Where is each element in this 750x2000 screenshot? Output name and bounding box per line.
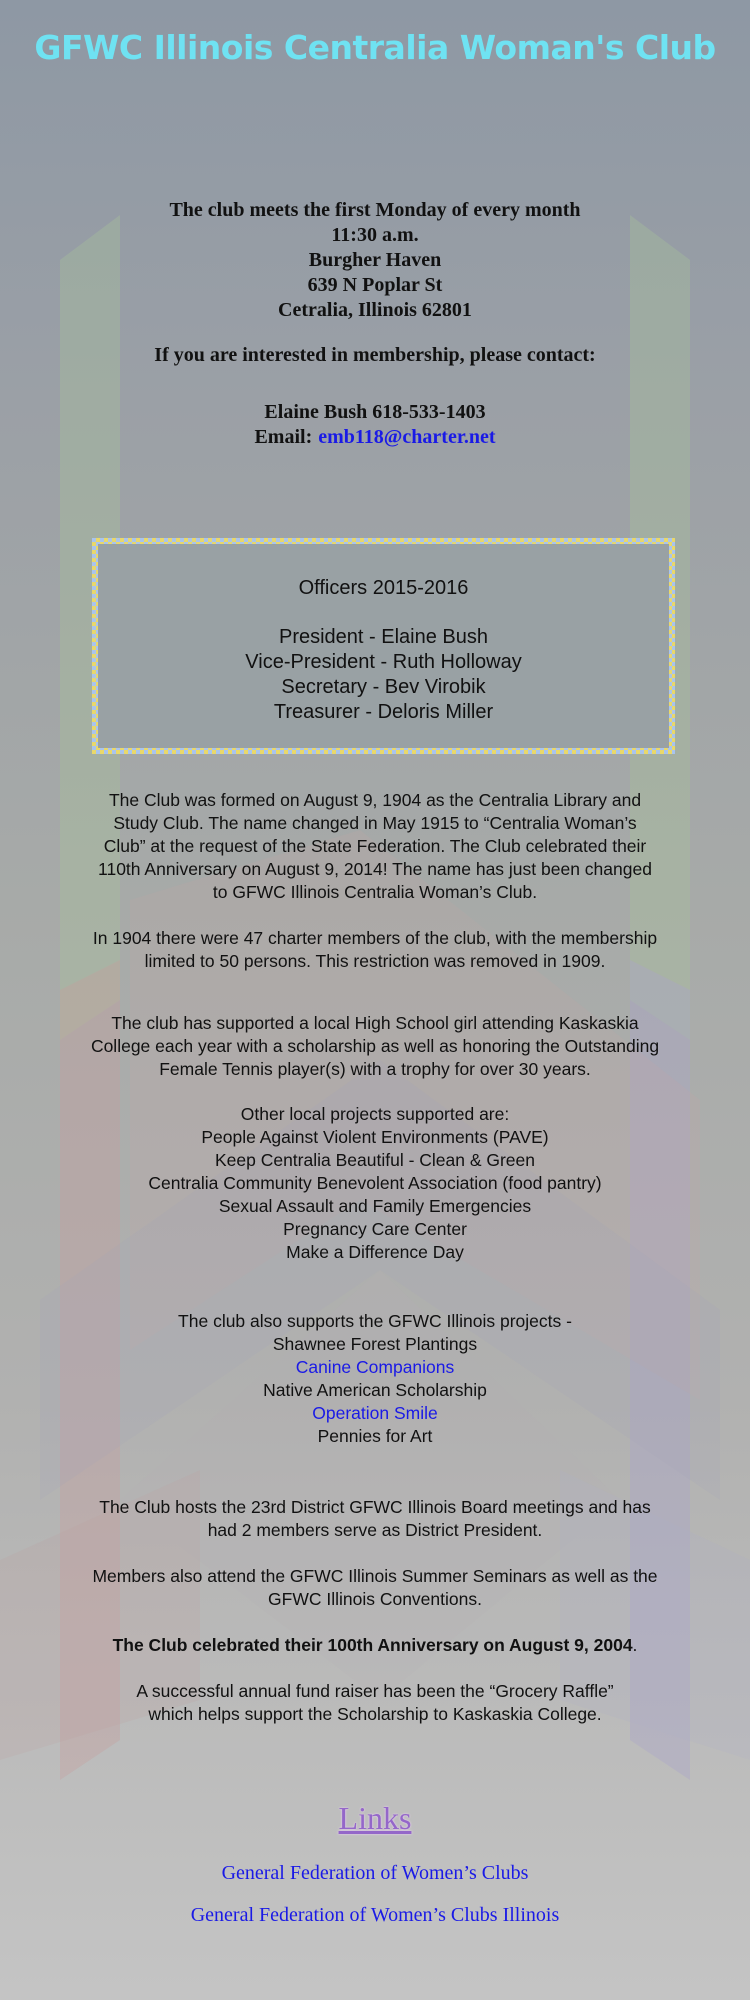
anniversary-line xyxy=(0,1634,750,1657)
charter-line: In 1904 there were 47 charter members of the club, with the membership xyxy=(92,928,658,948)
contact-name-phone: Elaine Bush 618-533-1403 xyxy=(264,401,486,423)
local-project-item: Sexual Assault and Family Emergencies xyxy=(218,1196,532,1216)
history-line: Study Club. The name changed in May 1915 to “Centralia Woman’s xyxy=(113,813,637,833)
officer-president: President - Elaine Bush xyxy=(278,626,488,648)
meeting-venue: Burgher Haven xyxy=(308,249,442,271)
meeting-city: Cetralia, Illinois 62801 xyxy=(278,299,472,321)
local-project-item: Make a Difference Day xyxy=(286,1242,464,1262)
operation-smile-link[interactable]: Operation Smile xyxy=(312,1403,438,1423)
history-paragraph xyxy=(0,789,750,904)
district-line: The Club hosts the 23rd District GFWC Illinois Board meetings and has xyxy=(99,1497,651,1517)
seminars-paragraph xyxy=(0,1565,750,1611)
email-link[interactable]: emb118@charter.net xyxy=(318,426,496,448)
scholarship-line: Female Tennis player(s) with a trophy for over 30 years. xyxy=(159,1059,591,1079)
local-project-item: Keep Centralia Beautiful - Clean & Green xyxy=(214,1150,536,1170)
state-projects xyxy=(0,1310,750,1448)
anniversary-paragraph xyxy=(0,1634,750,1657)
local-projects-heading: Other local projects supported are: xyxy=(240,1104,510,1124)
district-line: had 2 members serve as District President. xyxy=(207,1520,543,1540)
fundraiser-paragraph xyxy=(0,1680,750,1726)
charter-paragraph xyxy=(0,927,750,973)
state-project-item: Native American Scholarship xyxy=(263,1380,487,1400)
history-line: 110th Anniversary on August 9, 2014! The name has just been changed xyxy=(98,859,652,879)
fundraiser-line: A successful annual fund raiser has been the “Grocery Raffle” xyxy=(136,1681,614,1701)
scholarship-paragraph xyxy=(0,1012,750,1081)
history-line: The Club was formed on August 9, 1904 as the Centralia Library and xyxy=(108,790,642,810)
scholarship-line: The club has supported a local High School girl attending Kaskaskia xyxy=(111,1013,639,1033)
state-project-item: Pennies for Art xyxy=(317,1426,433,1446)
meeting-street: 639 N Poplar St xyxy=(307,274,443,296)
anniversary-text: The Club celebrated their 100th Anniversary on August 9, 2004 xyxy=(112,1635,633,1655)
gfwc-link[interactable]: General Federation of Women’s Clubs xyxy=(221,1862,529,1884)
meeting-time: 11:30 a.m. xyxy=(331,224,419,246)
history-line: to GFWC Illinois Centralia Woman’s Club. xyxy=(212,882,538,902)
state-projects-heading: The club also supports the GFWC Illinois projects - xyxy=(178,1311,572,1331)
local-project-item: People Against Violent Environments (PAVE) xyxy=(201,1127,549,1147)
membership-heading: If you are interested in membership, please contact: xyxy=(154,344,596,366)
local-projects xyxy=(0,1103,750,1264)
seminars-line: Members also attend the GFWC Illinois Summer Seminars as well as the xyxy=(92,1566,658,1586)
local-project-item: Centralia Community Benevolent Association (food pantry) xyxy=(148,1173,602,1193)
anniversary-period: . xyxy=(632,1635,638,1655)
site-title: GFWC Illinois Centralia Woman's Club xyxy=(34,28,716,67)
state-project-item: Shawnee Forest Plantings xyxy=(272,1334,478,1354)
history-line: Club” at the request of the State Federation. The Club celebrated their xyxy=(103,836,647,856)
gfwc-illinois-link[interactable]: General Federation of Women’s Clubs Illinois xyxy=(190,1904,560,1926)
meeting-schedule: The club meets the first Monday of every month xyxy=(169,199,581,221)
officer-secretary: Secretary - Bev Virobik xyxy=(281,676,486,698)
meeting-info xyxy=(0,198,750,323)
officer-treasurer: Treasurer - Deloris Miller xyxy=(273,701,494,723)
local-project-item: Pregnancy Care Center xyxy=(283,1219,467,1239)
officers-content xyxy=(98,544,669,748)
officer-vice-president: Vice-President - Ruth Holloway xyxy=(245,651,522,673)
scholarship-line: College each year with a scholarship as well as honoring the Outstanding xyxy=(90,1036,660,1056)
fundraiser-line: which helps support the Scholarship to Kaskaskia College. xyxy=(148,1704,602,1724)
officers-panel xyxy=(92,538,675,754)
seminars-line: GFWC Illinois Conventions. xyxy=(268,1589,482,1609)
charter-line: limited to 50 persons. This restriction was removed in 1909. xyxy=(144,951,606,971)
contact-email-row xyxy=(0,426,750,449)
district-paragraph xyxy=(0,1496,750,1542)
email-label: Email: xyxy=(254,426,313,448)
officers-title: Officers 2015-2016 xyxy=(298,577,469,599)
links-heading: Links xyxy=(338,1800,412,1836)
canine-companions-link[interactable]: Canine Companions xyxy=(295,1357,455,1377)
